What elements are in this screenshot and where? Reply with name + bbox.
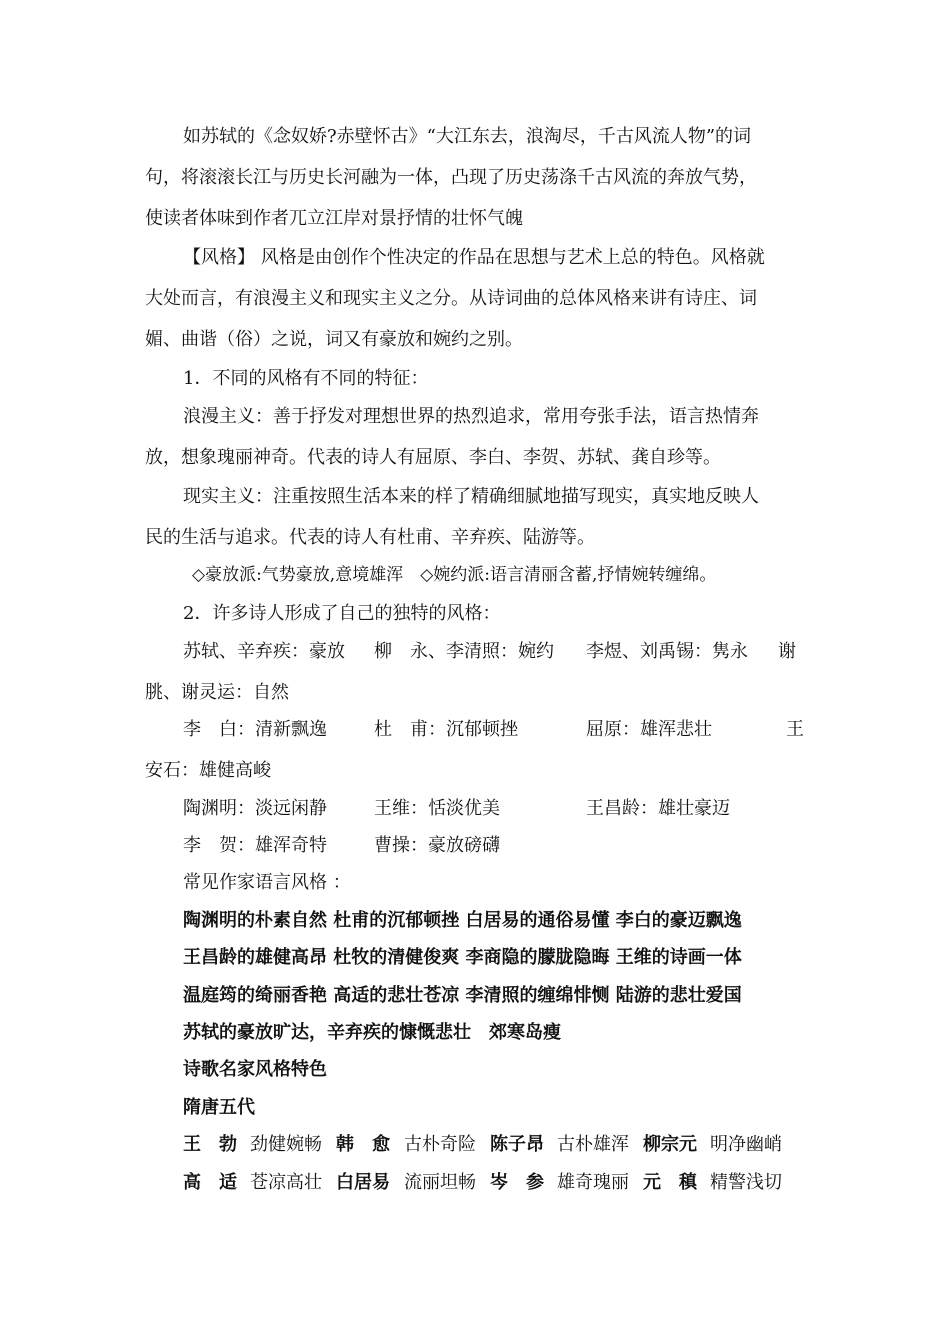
style-row2-a: 李 白：清新飘逸 xyxy=(183,719,327,740)
romantic-line1: 浪漫主义：善于抒发对理想世界的热烈追求，常用夸张手法，语言热情奔 xyxy=(183,406,759,427)
style-row4-a: 李 贺：雄浑奇特 xyxy=(183,835,327,856)
style-row2-b: 杜 甫：沉郁顿挫 xyxy=(374,719,518,740)
poet-style: 劲健婉畅 xyxy=(250,1134,322,1155)
poet-name: 白居易 xyxy=(336,1172,390,1193)
para1-line3: 使读者体味到作者兀立江岸对景抒情的壮怀气魄 xyxy=(145,208,523,229)
style-row1-a: 苏轼、辛弃疾：豪放 xyxy=(183,641,345,662)
poet-name: 王 勃 xyxy=(183,1134,237,1155)
style-row1-d: 谢 xyxy=(778,641,796,662)
poet-name: 高 适 xyxy=(183,1172,237,1193)
realism-line1: 现实主义：注重按照生活本来的样了精确细腻地描写现实，真实地反映人 xyxy=(183,486,759,507)
style-row3-b: 王维：恬淡优美 xyxy=(374,798,500,819)
poet-name: 韩 愈 xyxy=(336,1134,390,1155)
para2-line1: 【风格】 风格是由创作个性决定的作品在思想与艺术上总的特色。风格就 xyxy=(183,247,765,268)
style-row2-cont: 安石：雄健高峻 xyxy=(145,760,271,781)
poet-style: 精警浅切 xyxy=(710,1172,782,1193)
style-row1-b: 柳 永、李清照：婉约 xyxy=(374,641,554,662)
style-row4-b: 曹操：豪放磅礴 xyxy=(374,835,500,856)
bold-line-1: 陶渊明的朴素自然 杜甫的沉郁顿挫 白居易的通俗易懂 李白的豪迈飘逸 xyxy=(183,910,742,931)
heading-masters: 诗歌名家风格特色 xyxy=(183,1059,327,1080)
bold-line-2: 王昌龄的雄健高昂 杜牧的清健俊爽 李商隐的朦胧隐晦 王维的诗画一体 xyxy=(183,947,742,968)
schools-line: ◇豪放派:气势豪放,意境雄浑 ◇婉约派:语言清丽含蓄,抒情婉转缠绵。 xyxy=(192,565,717,585)
poet-name: 陈子昂 xyxy=(490,1134,544,1155)
poet-style: 古朴奇险 xyxy=(404,1134,476,1155)
romantic-line2: 放，想象瑰丽神奇。代表的诗人有屈原、李白、李贺、苏轼、龚自珍等。 xyxy=(145,447,721,468)
heading-different-styles: 1．不同的风格有不同的特征： xyxy=(183,368,429,389)
heading-unique-styles: 2．许多诗人形成了自己的独特的风格： xyxy=(183,603,501,624)
heading-period: 隋唐五代 xyxy=(183,1097,255,1118)
bold-line-4: 苏轼的豪放旷达，辛弃疾的慷慨悲壮 郊寒岛瘦 xyxy=(183,1022,561,1043)
poet-name: 元 稹 xyxy=(643,1172,697,1193)
para1-line2: 句，将滚滚长江与历史长河融为一体，凸现了历史荡涤千古风流的奔放气势， xyxy=(145,167,757,188)
para2-line2: 大处而言，有浪漫主义和现实主义之分。从诗词曲的总体风格来讲有诗庄、词 xyxy=(145,288,757,309)
realism-line2: 民的生活与追求。代表的诗人有杜甫、辛弃疾、陆游等。 xyxy=(145,527,595,548)
style-row1-c: 李煜、刘禹锡：隽永 xyxy=(586,641,748,662)
poet-style: 苍凉高壮 xyxy=(250,1172,322,1193)
heading-language-styles: 常见作家语言风格 ： xyxy=(183,872,351,893)
para2-line3: 媚、曲谐（俗）之说，词又有豪放和婉约之别。 xyxy=(145,329,523,350)
style-row1-cont: 朓、谢灵运：自然 xyxy=(145,682,289,703)
style-row3-a: 陶渊明：淡远闲静 xyxy=(183,798,327,819)
style-row3-c: 王昌龄：雄壮豪迈 xyxy=(586,798,730,819)
poet-name: 柳宗元 xyxy=(643,1134,697,1155)
poet-style: 古朴雄浑 xyxy=(557,1134,629,1155)
poet-style: 明净幽峭 xyxy=(710,1134,782,1155)
bold-line-3: 温庭筠的绮丽香艳 高适的悲壮苍凉 李清照的缠绵悱恻 陆游的悲壮爱国 xyxy=(183,985,742,1006)
poet-style: 雄奇瑰丽 xyxy=(557,1172,629,1193)
poet-name: 岑 参 xyxy=(490,1172,544,1193)
style-row2-c: 屈原：雄浑悲壮 xyxy=(586,719,712,740)
para1-line1: 如苏轼的《念奴娇?赤壁怀古》“大江东去，浪淘尽，千古风流人物”的词 xyxy=(183,126,752,147)
style-row2-d: 王 xyxy=(786,719,804,740)
poet-style: 流丽坦畅 xyxy=(404,1172,476,1193)
